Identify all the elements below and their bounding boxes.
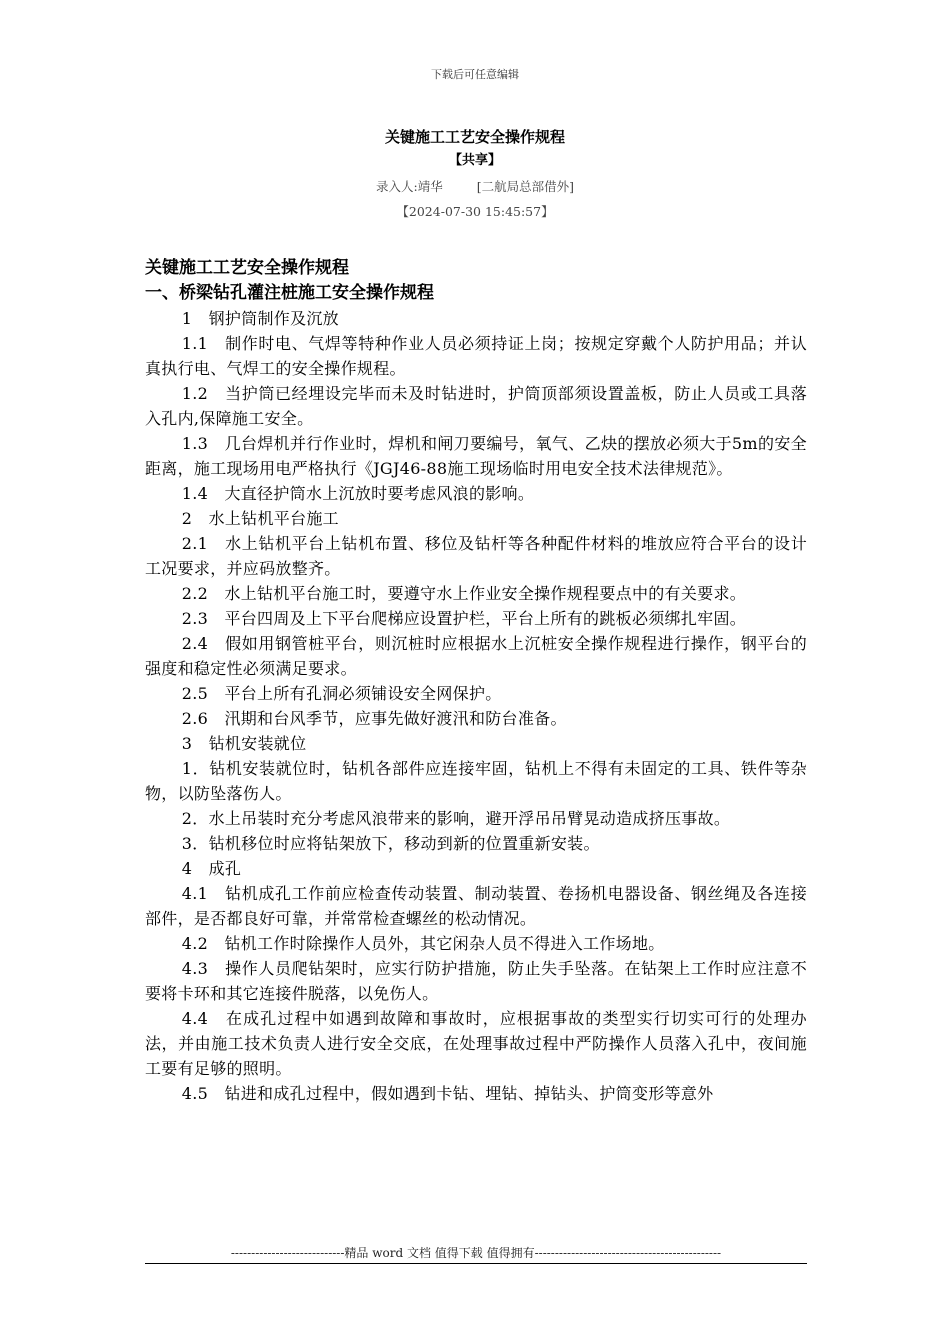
footer-rule [145,1263,807,1264]
page-footer [145,1244,807,1264]
paragraph: 1.3 几台焊机并行作业时，焊机和闸刀要编号，氧气、乙炔的摆放必须大于5m的安全距离，施工现场用电严格执行《JGJ46-88施工现场临时用电安全技术法律规范》。 [145,434,807,478]
paragraph: 2.5 平台上所有孔洞必须铺设安全网保护。 [181,684,502,703]
paragraph: 2.4 假如用钢管桩平台，则沉桩时应根据水上沉桩安全操作规程进行操作，钢平台的强度和稳定性必须满足要求。 [145,634,807,678]
source-label: [二航局总部借外] [476,179,574,194]
body-heading: 关键施工工艺安全操作规程 [145,258,349,278]
header-note: 下载后可任意编辑 [431,68,519,81]
paragraph: 1．钻机安装就位时，钻机各部件应连接牢固，钻机上不得有未固定的工具、铁件等杂物，以防坠落伤人。 [145,759,807,803]
document-title: 关键施工工艺安全操作规程 [384,128,565,146]
subsection-title: 2 水上钻机平台施工 [181,509,339,528]
paragraph: 4.2 钻机工作时除操作人员外，其它闲杂人员不得进入工作场地。 [181,934,665,953]
paragraph: 2．水上吊装时充分考虑风浪带来的影响，避开浮吊吊臂晃动造成挤压事故。 [181,809,731,828]
paragraph: 2.2 水上钻机平台施工时，要遵守水上作业安全操作规程要点中的有关要求。 [181,584,747,603]
paragraph: 2.6 汛期和台风季节，应事先做好渡汛和防台准备。 [181,709,567,728]
subsection-title: 4 成孔 [181,859,242,878]
paragraph: 4.4 在成孔过程中如遇到故障和事故时，应根据事故的类型实行切实可行的处理办法，并由施工技术负责人进行安全交底，在处理事故过程中严防操作人员落入孔中，夜间施工要有足够的照明。 [145,1009,807,1078]
section-heading: 一、桥梁钻孔灌注桩施工安全操作规程 [145,283,434,303]
meta-line [0,174,950,200]
subsection-title: 1 钢护筒制作及沉放 [181,309,339,328]
paragraph: 2.1 水上钻机平台上钻机布置、移位及钻杆等各种配件材料的堆放应符合平台的设计工况要求，并应码放整齐。 [145,534,807,578]
subsection-title: 3 钻机安装就位 [181,734,307,753]
datetime-label: 【2024-07-30 15:45:57】 [396,204,554,219]
paragraph: 4.1 钻机成孔工作前应检查传动装置、制动装置、卷扬机电器设备、钢丝绳及各连接部件，是否都良好可靠，并常常检查螺丝的松动情况。 [145,884,807,928]
paragraph: 1.1 制作时电、气焊等特种作业人员必须持证上岗；按规定穿戴个人防护用品；并认真执行电、气焊工的安全操作规程。 [145,334,807,378]
paragraph: 2.3 平台四周及上下平台爬梯应设置护栏，平台上所有的跳板必须绑扎牢固。 [181,609,747,628]
footer-text: ----------------------------精品 word 文档 值得下载 值得拥有---------------------------------------------- [230,1246,722,1260]
title-block [0,126,950,224]
paragraph: 1.4 大直径护筒水上沉放时要考虑风浪的影响。 [181,484,535,503]
paragraph: 3．钻机移位时应将钻架放下，移动到新的位置重新安装。 [181,834,600,853]
paragraph: 4.3 操作人员爬钻架时，应实行防护措施，防止失手坠落。在钻架上工作时应注意不要将卡环和其它连接件脱落，以免伤人。 [145,959,807,1003]
paragraph: 4.5 钻进和成孔过程中，假如遇到卡钻、埋钻、掉钻头、护筒变形等意外 [181,1084,714,1103]
paragraph: 1.2 当护筒已经埋设完毕而未及时钻进时，护筒顶部须设置盖板，防止人员或工具落入孔内,保障施工安全。 [145,384,807,428]
author-label: 录入人:靖华 [376,179,443,194]
share-tag: 【共享】 [448,153,501,168]
document-body [145,256,807,1106]
